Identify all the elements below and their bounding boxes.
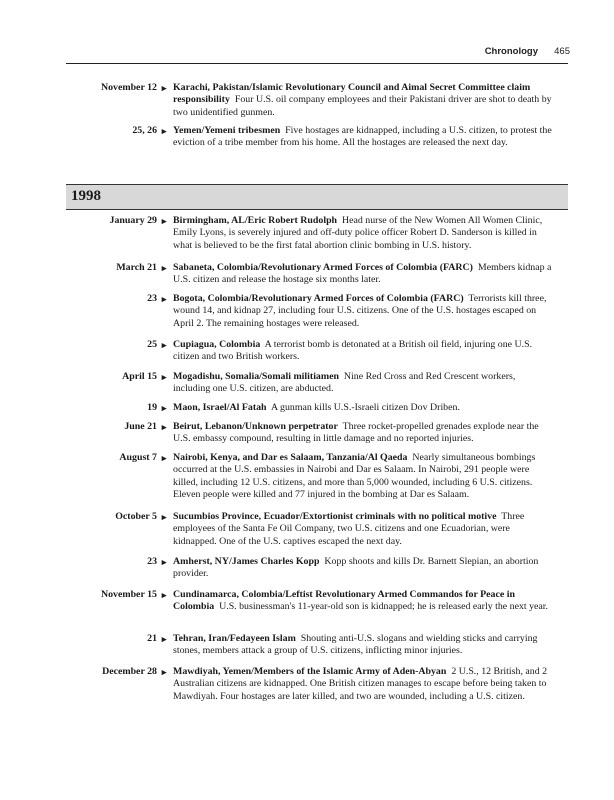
- entry-text: Nine Red Cross and Red Crescent workers, including one U.S. citizen, are abducted.: [173, 371, 516, 395]
- arrow-icon: ►: [160, 590, 169, 600]
- arrow-icon: ►: [160, 557, 169, 567]
- chronology-entry: [0, 262, 614, 287]
- entry-date: November 12: [100, 82, 157, 93]
- chronology-entry: [0, 511, 614, 548]
- entry-date: 23: [147, 556, 157, 567]
- entry-text: A terrorist bomb is detonated at a British oil field, injuring one U.S. citizen and two British workers.: [173, 339, 533, 363]
- entry-date: 25, 26: [132, 125, 157, 136]
- arrow-icon: ►: [160, 422, 169, 432]
- arrow-icon: ►: [160, 294, 169, 304]
- entry-date: August 7: [119, 452, 157, 463]
- entry-heading: Amherst, NY/James Charles Kopp: [173, 556, 320, 567]
- arrow-icon: ►: [160, 372, 169, 382]
- entry-heading: Mogadishu, Somalia/Somali militiamen: [173, 371, 339, 382]
- entry-date: October 5: [115, 511, 157, 522]
- entry-date: April 15: [122, 371, 157, 382]
- entry-text: Five hostages are kidnapped, including a U.S. citizen, to protest the eviction of a tribe member from his home. All the hostages are released the next day.: [173, 125, 552, 149]
- entry-text: Three rocket-propelled grenades explode near the U.S. embassy compound, resulting in little damage and no reported injuries.: [173, 421, 539, 445]
- chronology-entry: [0, 125, 614, 150]
- arrow-icon: ►: [160, 216, 169, 226]
- entry-heading: Cupiagua, Colombia: [173, 339, 261, 350]
- entry-date: December 28: [102, 666, 157, 677]
- header-rule: [66, 63, 568, 64]
- running-header: [0, 46, 614, 62]
- chronology-entry: [0, 589, 614, 614]
- chronology-entry: [0, 421, 614, 446]
- page-number: 465: [554, 46, 570, 57]
- entry-heading: Beirut, Lebanon/Unknown perpetrator: [173, 421, 338, 432]
- entry-text: Nearly simultaneous bombings occurred at the U.S. embassies in Nairobi and Dar es Salaam. In Nairobi, 291 people were killed, including 12 U.S. citizens, and more than 5,000 wounded, including 6 U.S. citizens. Eleven people were killed and 77 injured in the bombing at Dar es Salaam.: [173, 452, 536, 500]
- arrow-icon: ►: [160, 453, 169, 463]
- entry-text: A gunman kills U.S.-Israeli citizen Dov Driben.: [270, 402, 460, 413]
- entry-date: 21: [147, 633, 157, 644]
- chronology-entry: [0, 82, 614, 119]
- arrow-icon: ►: [160, 263, 169, 273]
- entry-heading: Cundinamarca, Colombia/Leftist Revolutionary Armed Commandos for Peace in Colombia: [173, 589, 515, 613]
- entry-text: Three employees of the Santa Fe Oil Company, two U.S. citizens and one Ecuadorian, were kidnapped. One of the U.S. captives escaped the next day.: [173, 511, 525, 547]
- entry-text: U.S. businessman's 11-year-old son is kidnapped; he is released early the next year.: [219, 601, 549, 613]
- chronology-entry: [0, 633, 614, 658]
- entry-text: Kopp shoots and kills Dr. Barnett Slepian, an abortion provider.: [173, 556, 539, 580]
- chronology-entry: [0, 666, 614, 703]
- entry-text: Head nurse of the New Women All Women Clinic, Emily Lyons, is severely injured and off-duty police officer Robert D. Sanderson is killed in what is believed to be the first fatal abortion clinic bombing in U.S. history.: [173, 215, 543, 251]
- chronology-entry: [0, 556, 614, 581]
- year-banner: [66, 184, 568, 210]
- entry-date: March 21: [116, 262, 157, 273]
- entry-heading: Sucumbios Province, Ecuador/Extortionist criminals with no political motive: [173, 511, 497, 522]
- arrow-icon: ►: [160, 512, 169, 522]
- entry-heading: Birmingham, AL/Eric Robert Rudolph: [173, 215, 338, 226]
- entry-heading: Mawdiyah, Yemen/Members of the Islamic Army of Aden-Abyan: [173, 666, 447, 677]
- arrow-icon: ►: [160, 403, 169, 413]
- entry-heading: Bogota, Colombia/Revolutionary Armed Forces of Colombia (FARC): [173, 293, 464, 304]
- entry-text: 2 U.S., 12 British, and 2 Australian citizens are kidnapped. One British citizen manages to escape before being taken to Mawdiyah. Four hostages are later killed, and two are wounded, including a U.S. citizen.: [173, 666, 548, 702]
- chronology-entry: [0, 215, 614, 252]
- arrow-icon: ►: [160, 667, 169, 677]
- entry-date: 23: [147, 293, 157, 304]
- entry-heading: Maon, Israel/Al Fatah: [173, 402, 267, 413]
- entry-text: Members kidnap a U.S. citizen and release the hostage six months later.: [173, 262, 552, 286]
- chronology-entry: [0, 293, 614, 330]
- arrow-icon: ►: [160, 634, 169, 644]
- arrow-icon: ►: [160, 126, 169, 136]
- entry-text: Shouting anti-U.S. slogans and wielding sticks and carrying stones, members attack a group of U.S. citizens, inflicting minor injuries.: [173, 633, 538, 657]
- arrow-icon: ►: [160, 83, 169, 93]
- entry-heading: Tehran, Iran/Fedayeen Islam: [173, 633, 296, 644]
- arrow-icon: ►: [160, 340, 169, 350]
- chronology-entry: [0, 371, 614, 396]
- entry-date: November 15: [100, 589, 157, 600]
- entry-text: Terrorists kill three, wound 14, and kidnap 27, including four U.S. citizens. One of the U.S. hostages escaped on April 2. The remaining hostages were released.: [173, 293, 547, 329]
- entry-date: 25: [147, 339, 157, 350]
- section-title: Chronology: [484, 46, 538, 57]
- entry-date: 19: [147, 402, 157, 413]
- entry-date: January 29: [109, 215, 157, 226]
- entry-heading: Karachi, Pakistan/Islamic Revolutionary Council and Aimal Secret Committee claim responsibility: [173, 82, 531, 106]
- entry-heading: Nairobi, Kenya, and Dar es Salaam, Tanzania/Al Qaeda: [173, 452, 408, 463]
- year-label: 1998: [71, 188, 101, 204]
- entry-heading: Yemen/Yemeni tribesmen: [173, 125, 281, 136]
- entry-date: June 21: [124, 421, 157, 432]
- chronology-entry: [0, 402, 614, 414]
- chronology-entry: [0, 452, 614, 501]
- entry-heading: Sabaneta, Colombia/Revolutionary Armed Forces of Colombia (FARC): [173, 262, 473, 273]
- entry-text: Four U.S. oil company employees and their Pakistani driver are shot to death by two unidentified gunmen.: [173, 94, 552, 118]
- chronology-entry: [0, 339, 614, 364]
